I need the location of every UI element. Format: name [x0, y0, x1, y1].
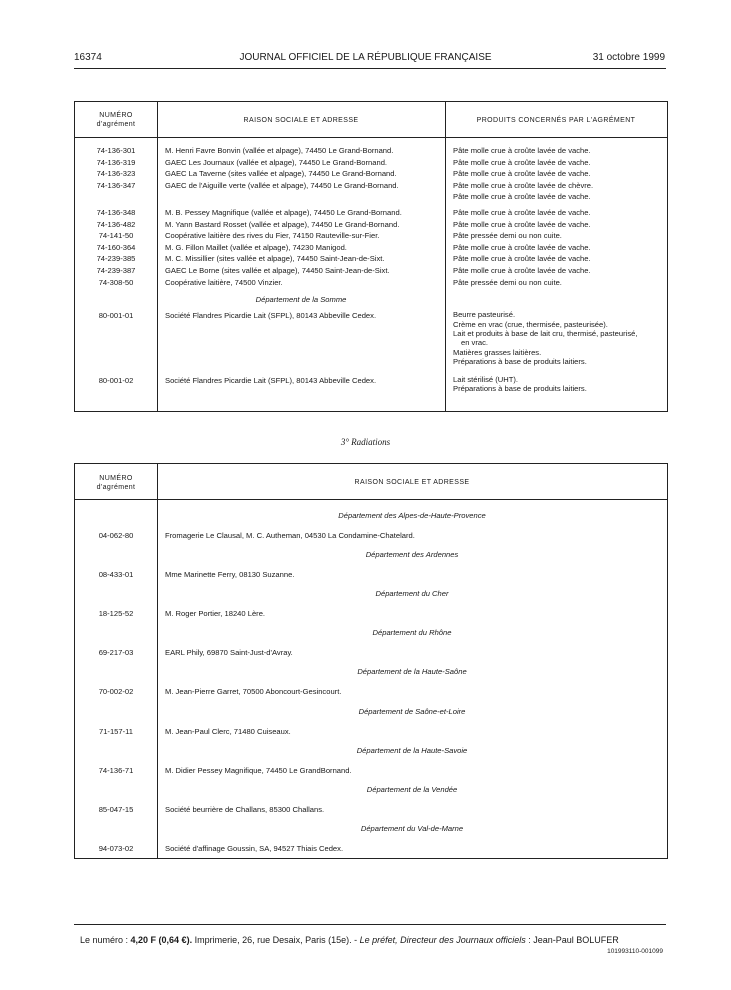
company-name: Coopérative laitière des rives du Fier, 74150 Rauteville-sur-Fier. — [165, 231, 380, 241]
product-line: Crème en vrac (crue, thermisée, pasteurisée). — [453, 319, 608, 329]
company-name: GAEC Les Journaux (vallée et alpage), 74450 Le Grand-Bornand. — [165, 157, 388, 167]
product-line: Pâte molle crue à croûte lavée de chèvre. — [453, 180, 594, 190]
col-products-header: PRODUITS CONCERNÉS PAR L'AGRÉMENT — [476, 117, 636, 124]
company-name: EARL Phily, 69870 Saint-Just-d'Avray. — [165, 648, 293, 658]
approval-number: 69-217-03 — [98, 648, 134, 658]
approval-number: 80-001-01 — [98, 311, 134, 321]
company-name: M. B. Pessey Magnifique (vallée et alpage), 74450 Le Grand-Bornand. — [165, 208, 402, 217]
approval-number: 74-239-387 — [96, 266, 136, 275]
footer-director-title: Le préfet, Directeur des Journaux officiels — [359, 935, 526, 945]
company-name: Société Flandres Picardie Lait (SFPL), 80143 Abbeville Cedex. — [165, 311, 377, 321]
approval-number: 94-073-02 — [98, 843, 134, 853]
department-heading: Département de Saône-et-Loire — [358, 706, 466, 716]
column-divider — [445, 102, 446, 411]
product-line: Pâte molle crue à croûte lavée de vache. — [453, 266, 591, 275]
product-line: Beurre pasteurisé. — [453, 310, 516, 320]
page-number: 16374 — [74, 52, 102, 63]
footer-code: 101993110-001099 — [607, 948, 663, 955]
product-line: en vrac. — [461, 338, 489, 348]
company-name: M. Yann Bastard Rosset (vallée et alpage), 74450 Le Grand-Bornand. — [165, 219, 400, 229]
approval-number: 71-157-11 — [98, 726, 134, 736]
department-heading: Département du Cher — [375, 589, 449, 599]
approval-number: 74-136-301 — [96, 146, 136, 155]
footer-line — [80, 935, 619, 945]
footer-price: 4,20 F (0,64 €). — [130, 935, 193, 945]
company-name: Mme Marinette Ferry, 08130 Suzanne. — [165, 570, 295, 580]
product-line: Pâte molle crue à croûte lavée de vache. — [453, 208, 591, 217]
company-name: Société Flandres Picardie Lait (SFPL), 80143 Abbeville Cedex. — [165, 375, 377, 385]
approval-number: 80-001-02 — [98, 375, 134, 385]
department-heading: Département de la Haute-Saône — [357, 667, 467, 677]
product-line: Préparations à base de produits laitiers. — [453, 357, 587, 367]
journal-title: JOURNAL OFFICIEL DE LA RÉPUBLIQUE FRANÇAISE — [239, 52, 492, 63]
product-line: Pâte molle crue à croûte lavée de vache. — [453, 219, 591, 229]
col-name-header: RAISON SOCIALE ET ADRESSE — [243, 117, 359, 124]
column-divider — [157, 102, 158, 411]
col-number-header: NUMÉRO d'agrément — [96, 475, 136, 491]
issue-date: 31 octobre 1999 — [592, 52, 665, 63]
product-line: Pâte molle crue à croûte lavée de vache. — [453, 254, 591, 264]
company-name: Société beurrière de Challans, 85300 Challans. — [165, 804, 325, 814]
product-line: Matières grasses laitières. — [453, 347, 542, 357]
approvals-table — [74, 101, 668, 412]
company-name: Fromagerie Le Clausal, M. C. Autheman, 04530 La Condamine-Chatelard. — [165, 531, 415, 540]
department-heading: Département de la Haute-Savoie — [356, 745, 468, 755]
company-name: M. Roger Portier, 18240 Lère. — [165, 609, 266, 619]
company-name: GAEC de l'Aiguille verte (vallée et alpage), 74450 Le Grand-Bornand. — [165, 180, 399, 190]
company-name: M. Jean-Pierre Garret, 70500 Aboncourt-Gesincourt. — [165, 687, 342, 697]
approval-number: 18-125-52 — [98, 609, 134, 619]
company-name: M. Jean-Paul Clerc, 71480 Cuiseaux. — [165, 726, 291, 736]
department-heading: Département de la Somme — [255, 295, 347, 305]
product-line: Pâte molle crue à croûte lavée de vache. — [453, 146, 591, 155]
header-rule — [74, 68, 666, 69]
approval-number: 74-160-364 — [96, 242, 136, 252]
company-name: M. Didier Pessey Magnifique, 74450 Le GrandBornand. — [165, 765, 352, 775]
footer-printer: Imprimerie, 26, rue Desaix, Paris (15e). - — [192, 935, 360, 945]
product-line: Pâte pressée demi ou non cuite. — [453, 277, 562, 287]
header-divider — [75, 499, 667, 500]
department-heading: Département des Ardennes — [365, 550, 459, 560]
department-heading: Département de la Vendée — [366, 784, 458, 794]
product-line: Pâte molle crue à croûte lavée de vache. — [453, 169, 591, 179]
header-divider — [75, 137, 667, 138]
product-line: Lait stérilisé (UHT). — [453, 374, 518, 384]
footer-director-name: : Jean-Paul BOLUFER — [525, 935, 619, 945]
product-line: Pâte molle crue à croûte lavée de vache. — [453, 192, 591, 202]
col-number-header: NUMÉRO d'agrément — [96, 112, 136, 128]
department-heading: Département des Alpes-de-Haute-Provence — [338, 511, 486, 520]
company-name: Société d'affinage Goussin, SA, 94527 Thiais Cedex. — [165, 843, 344, 853]
product-line: Pâte pressée demi ou non cuite. — [453, 231, 562, 241]
footer-prefix: Le numéro : — [80, 935, 131, 945]
column-divider — [157, 464, 158, 858]
approval-number: 08-433-01 — [98, 570, 134, 580]
company-name: GAEC La Taverne (sites vallée et alpage), 74450 Le Grand-Bornand. — [165, 169, 397, 179]
approval-number: 04-062-80 — [98, 531, 134, 540]
company-name: Coopérative laitière, 74500 Vinzier. — [165, 277, 283, 287]
company-name: M. Henri Favre Bonvin (vallée et alpage), 74450 Le Grand-Bornand. — [165, 146, 394, 155]
product-line: Pâte molle crue à croûte lavée de vache. — [453, 242, 591, 252]
approval-number: 85-047-15 — [98, 804, 134, 814]
approval-number: 74-136-319 — [96, 157, 136, 167]
product-line: Pâte molle crue à croûte lavée de vache. — [453, 157, 591, 167]
radiations-table — [74, 463, 668, 859]
footer-rule — [74, 924, 666, 925]
approval-number: 74-136-71 — [98, 765, 134, 775]
company-name: M. G. Fillon Maillet (vallée et alpage), 74230 Manigod. — [165, 242, 347, 252]
company-name: M. C. Missillier (sites vallée et alpage), 74450 Saint-Jean-de-Sixt. — [165, 254, 385, 264]
approval-number: 74-136-482 — [96, 219, 136, 229]
approval-number: 74-239-385 — [96, 254, 136, 264]
product-line: Lait et produits à base de lait cru, thermisé, pasteurisé, — [453, 329, 638, 338]
approval-number: 74-308-50 — [98, 277, 134, 287]
company-name: GAEC Le Borne (sites vallée et alpage), 74450 Saint-Jean-de-Sixt. — [165, 266, 390, 275]
approval-number: 70-002-02 — [98, 687, 134, 697]
department-heading: Département du Val-de-Marne — [360, 823, 464, 833]
approval-number: 74-136-347 — [96, 180, 136, 190]
section-title: 3° Radiations — [340, 437, 391, 447]
approval-number: 74-141-50 — [98, 231, 134, 241]
approval-number: 74-136-348 — [96, 208, 136, 217]
col-name-header: RAISON SOCIALE ET ADRESSE — [354, 479, 470, 486]
department-heading: Département du Rhône — [372, 628, 452, 638]
approval-number: 74-136-323 — [96, 169, 136, 179]
product-line: Préparations à base de produits laitiers. — [453, 384, 587, 393]
